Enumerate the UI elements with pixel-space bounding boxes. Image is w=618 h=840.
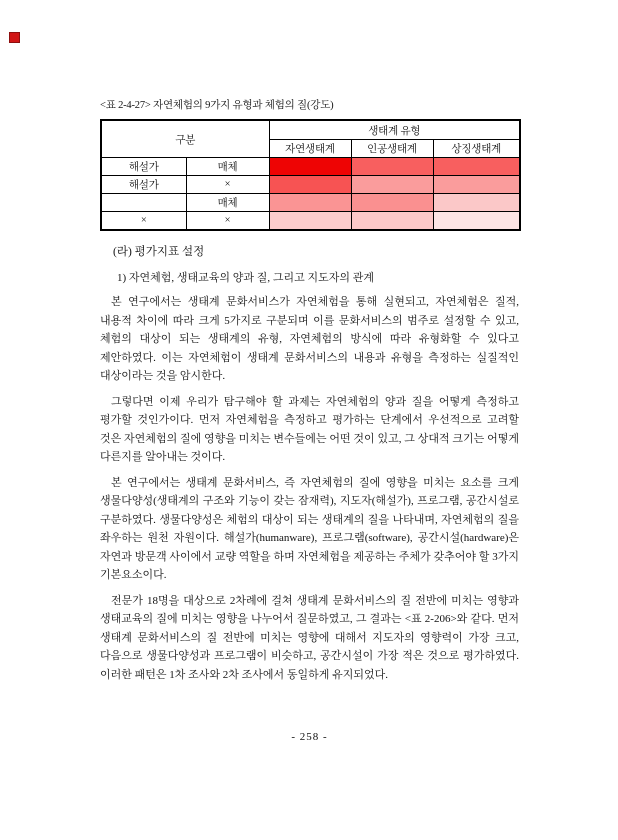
annotation-marker-icon[interactable] (9, 32, 20, 43)
guide-cell (101, 194, 186, 212)
intensity-cell (269, 212, 351, 231)
media-cell: 매체 (186, 158, 269, 176)
media-cell: × (186, 212, 269, 231)
guide-cell: × (101, 212, 186, 231)
header-cell-natural-ecosystem: 자연생태계 (269, 140, 351, 158)
table-row (101, 158, 520, 176)
intensity-cell (351, 158, 433, 176)
intensity-cell (351, 176, 433, 194)
header-cell-symbolic-ecosystem: 상징생태계 (433, 140, 520, 158)
intensity-cell (433, 176, 520, 194)
intensity-cell (351, 194, 433, 212)
table-header-row-1 (101, 120, 520, 140)
sub-heading: 1) 자연체험, 생태교육의 양과 질, 그리고 지도자의 관계 (117, 271, 375, 284)
table-row (101, 194, 520, 212)
guide-cell: 해설가 (101, 176, 186, 194)
section-heading: (라) 평가지표 설정 (113, 246, 205, 258)
paragraph: 전문가 18명을 대상으로 2차례에 걸쳐 생태계 문화서비스의 질 전반에 미치는 영향과 생태교육의 질에 미치는 영향을 나누어서 질문하였고, 그 결과는 <표 2-206>와 같다. 먼저 생태계 문화서비스의 질 전반에 미치는 영향에 대해서 지도자의 영향력이 가장 크고, 다음으로 생물다양성과 프로그램이 비슷하고, 공간시설이 가장 적은 것으로 평가하였다. 이러한 패턴은 1차 조사와 2차 조사에서 동일하게 유지되었다. (100, 594, 519, 681)
media-cell: 매체 (186, 194, 269, 212)
intensity-cell (433, 158, 520, 176)
media-cell: × (186, 176, 269, 194)
table-caption: <표 2-4-27> 자연체험의 9가지 유형과 체험의 질(강도) (100, 100, 334, 111)
intensity-cell (433, 194, 520, 212)
intensity-cell (351, 212, 433, 231)
intensity-cell (269, 176, 351, 194)
paragraph: 본 연구에서는 생태계 문화서비스가 자연체험을 통해 실현되고, 자연체험은 질적, 내용적 차이에 따라 크게 5가지로 구분되며 이를 문화서비스의 범주로 설정할 수 있고, 체험의 대상이 되는 생태계의 유형, 자연체험의 방식에 따라 유형화할 수 있다고 제안하였다. 이는 자연체험이 생태계 문화서비스의 내용과 유형을 측정하는 실질적인 대상이라는 것을 암시한다. (100, 296, 519, 382)
page-number: - 258 - (291, 731, 328, 743)
intensity-cell (433, 212, 520, 231)
header-cell-ecosystem-type: 생태계 유형 (269, 120, 520, 140)
guide-cell: 해설가 (101, 158, 186, 176)
body-content (100, 243, 519, 691)
table-row (101, 176, 520, 194)
paragraph: 그렇다면 이제 우리가 탐구해야 할 과제는 자연체험의 양과 질을 어떻게 측정하고 평가할 것인가이다. 먼저 자연체험을 측정하고 평가하는 단계에서 우선적으로 고려할 것은 자연체험의 질에 영향을 미치는 변수들에는 어떤 것이 있고, 그 상대적 크기는 어떻게 다른지를 알아내는 것이다. (100, 395, 519, 463)
intensity-cell (269, 194, 351, 212)
paragraph: 본 연구에서는 생태계 문화서비스, 즉 자연체험의 질에 영향을 미치는 요소를 크게 생물다양성(생태계의 구조와 기능이 갖는 잠재력), 지도자(해설가), 프로그램, 공간시설로 구분하였다. 생물다양성은 체험의 대상이 되는 생태계의 질을 나타내며, 자연체험의 질을 좌우하는 원천 자원이다. 해설가(humanware), 프로그램(software), 공간시설(hardware)은 자연과 방문객 사이에서 교량 역할을 하며 자연체험을 제공하는 주체가 갖추어야 할 3가지 기본요소이다. (100, 476, 519, 581)
experience-quality-table (100, 119, 521, 231)
header-cell-gubun: 구분 (101, 120, 269, 158)
intensity-cell (269, 158, 351, 176)
table-row (101, 212, 520, 231)
header-cell-artificial-ecosystem: 인공생태계 (351, 140, 433, 158)
